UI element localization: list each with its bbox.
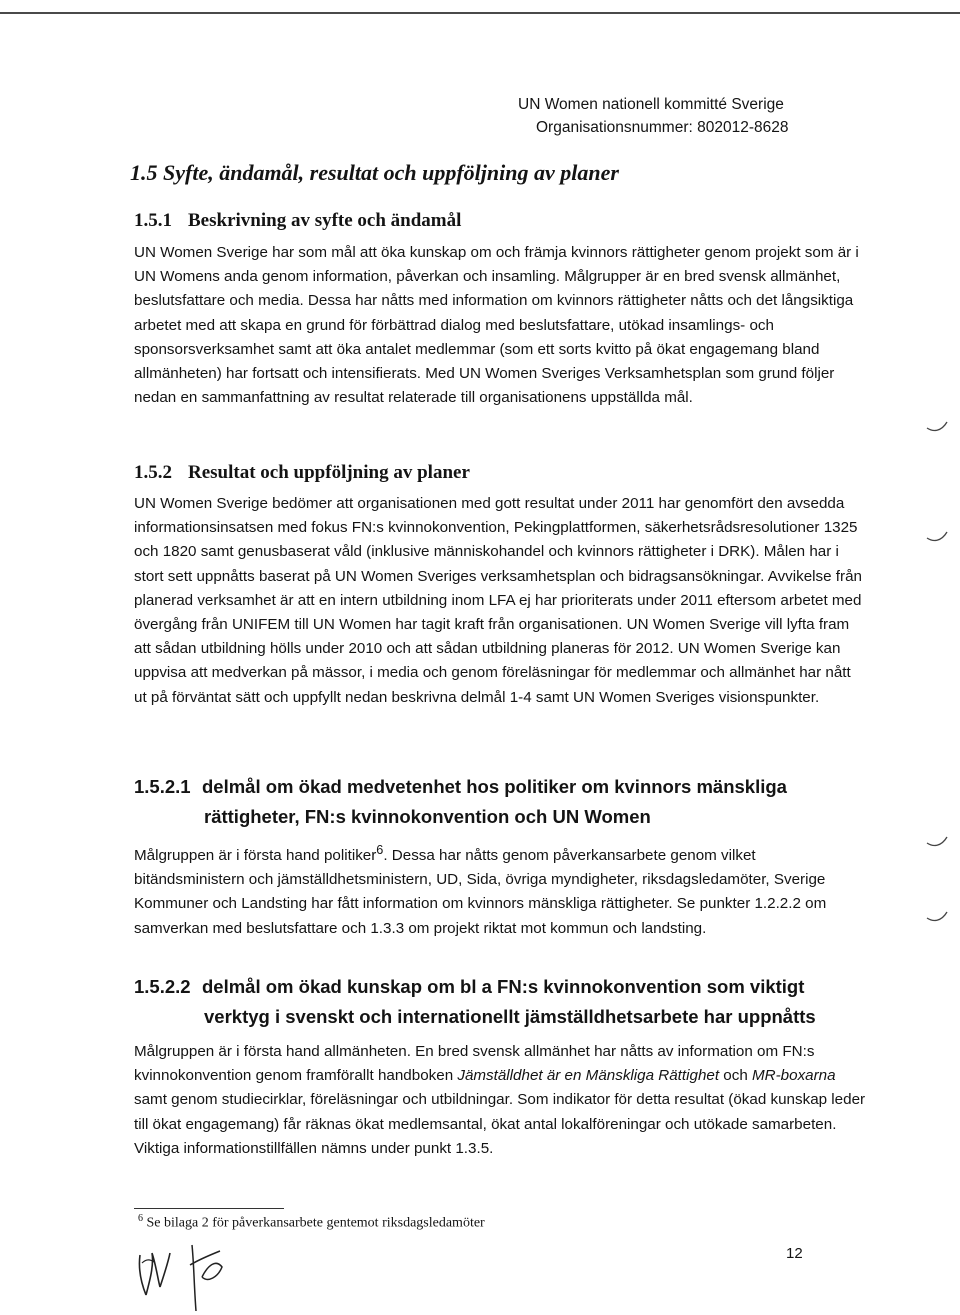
margin-tick-mark (925, 530, 949, 544)
paragraph-text: Målgruppen är i första hand politiker (134, 847, 377, 865)
section-title: 1.5 Syfte, ändamål, resultat och uppföljning av planer (130, 160, 619, 185)
subsection-number: 1.5.1 (134, 210, 172, 231)
page-number: 12 (786, 1245, 803, 1262)
header-org-number: Organisationsnummer: 802012-8628 (536, 119, 789, 136)
handwritten-initials (130, 1225, 270, 1315)
margin-tick-mark (925, 835, 949, 849)
subsection-title: Beskrivning av syfte och ändamål (188, 210, 462, 231)
subsection-heading-1-5-2-2 (134, 972, 894, 1032)
subsection-title-line1: delmål om ökad kunskap om bl a FN:s kvinnokonvention som viktigt (202, 976, 805, 997)
margin-tick-mark (925, 910, 949, 924)
paragraph-text-cont: . Dessa har nåtts genom påverkansarbete genom vilket bitändsministern och jämställdhetsministern, UD, Sida, övriga myndigheter, riksdagsledamöter, Sverige Kommuner och Landsting har fått information om kvinnors mänskliga rättigheter. Se punkter 1.2.2.2 om samverkan med beslutsfattare och 1.3.3 om projekt riktat mot kommun och landsting. (134, 847, 827, 937)
subsection-title-line2: verktyg i svenskt och internationellt jämställdhetsarbete har uppnåtts (204, 1006, 816, 1027)
paragraph-text: UN Women Sverige bedömer att organisationen med gott resultat under 2011 har genomfört den avsedda informationsinsatsen med fokus FN:s kvinnokonvention, Pekingplattformen, säkerhetsrådsresolutioner 1325 och 1820 samt genusbaserat våld (inklusive människohandel och kvinnors rättigheter i DRK). Målen har i stort sett uppnåtts baserat på UN Women Sveriges verksamhetsplan och bidragsansökningar. Avvikelse från planerad verksamhet är att en intern utbildning inom LFA ej har prioriterats under 2011 eftersom arbetet med övergång från UNIFEM till UN Women har tagit kraft från organisationen. UN Women Sverige vill lyfta fram att sådan utbildning hölls under 2010 och att sådan utbildning planeras för 2012. UN Women Sverige kan uppvisa att medverkan på mässor, i media och genom föreläsningar för medlemmar och allmänhet har nått ut på förväntat sätt och uppfyllt nedan beskrivna delmål 1-4 samt UN Women Sveriges visionspunkter. (134, 495, 862, 706)
paragraph-text: samt genom studiecirklar, föreläsningar och utbildningar. Som indikator för detta resultat (ökad kunskap leder till ökat engagemang) får räknas ökat medlemsantal, ökat antal lokalföreningar och utökade samarbeten. Viktiga informationstillfällen nämns under punkt 1.3.5. (134, 1091, 866, 1157)
margin-tick-mark (925, 420, 949, 434)
paragraph-text: och (719, 1067, 752, 1085)
footnote-reference: 6 (376, 843, 384, 857)
footnote-text: Se bilaga 2 för påverkansarbete gentemot riksdagsledamöter (146, 1215, 485, 1231)
subsection-title-line2: rättigheter, FN:s kvinnokonvention och UN Women (204, 806, 651, 827)
footnote-mark: 6 (138, 1213, 143, 1224)
paragraph-1-5-1 (134, 241, 866, 410)
paragraph-1-5-2 (134, 492, 866, 710)
subsection-title-line1: delmål om ökad medvetenhet hos politiker om kvinnors mänskliga (202, 776, 787, 797)
italic-title-boxes: MR-boxarna (752, 1067, 836, 1085)
subsection-heading-1-5-2-1 (134, 772, 894, 832)
paragraph-text: UN Women Sverige har som mål att öka kunskap om och främja kvinnors rättigheter genom projekt som är i UN Womens anda genom information, påverkan och insamling. Målgrupper är en bred svensk allmänhet, beslutsfattare och media. Dessa har nåtts med information om kvinnors rättigheter nåtts och det långsiktiga arbetet med att skapa en grund för förbättrad dialog med beslutsfattare, utökad insamlings- och sponsorsverksamhet samt att öka antalet medlemmar (som ett sorts kvitto på ökat engagemang bland allmänheten) har fortsatt och intensifierats. Med UN Women Sveriges Verksamhetsplan som grund följer nedan en sammanfattning av resultat relaterade till organisationens uppställda mål. (134, 244, 859, 407)
header-org-name: UN Women nationell kommitté Sverige (518, 96, 784, 113)
paragraph-1-5-2-1 (134, 838, 866, 941)
subsection-title: Resultat och uppföljning av planer (188, 462, 470, 483)
top-border-line (0, 12, 960, 14)
subsection-number: 1.5.2.2 (134, 976, 191, 997)
paragraph-1-5-2-2 (134, 1040, 866, 1161)
subsection-heading-1-5-2 (134, 462, 470, 484)
italic-title-handbook: Jämställdhet är en Mänskliga Rättighet (457, 1067, 720, 1085)
subsection-number: 1.5.2.1 (134, 776, 191, 797)
subsection-number: 1.5.2 (134, 462, 172, 483)
footnote-separator (134, 1208, 284, 1209)
subsection-heading-1-5-1 (134, 210, 461, 232)
paragraph-text: Målgruppen är i första hand allmänheten. En bred svensk allmänhet har nåtts av information om FN:s kvinnokonvention genom framförallt handboken (134, 1043, 815, 1085)
